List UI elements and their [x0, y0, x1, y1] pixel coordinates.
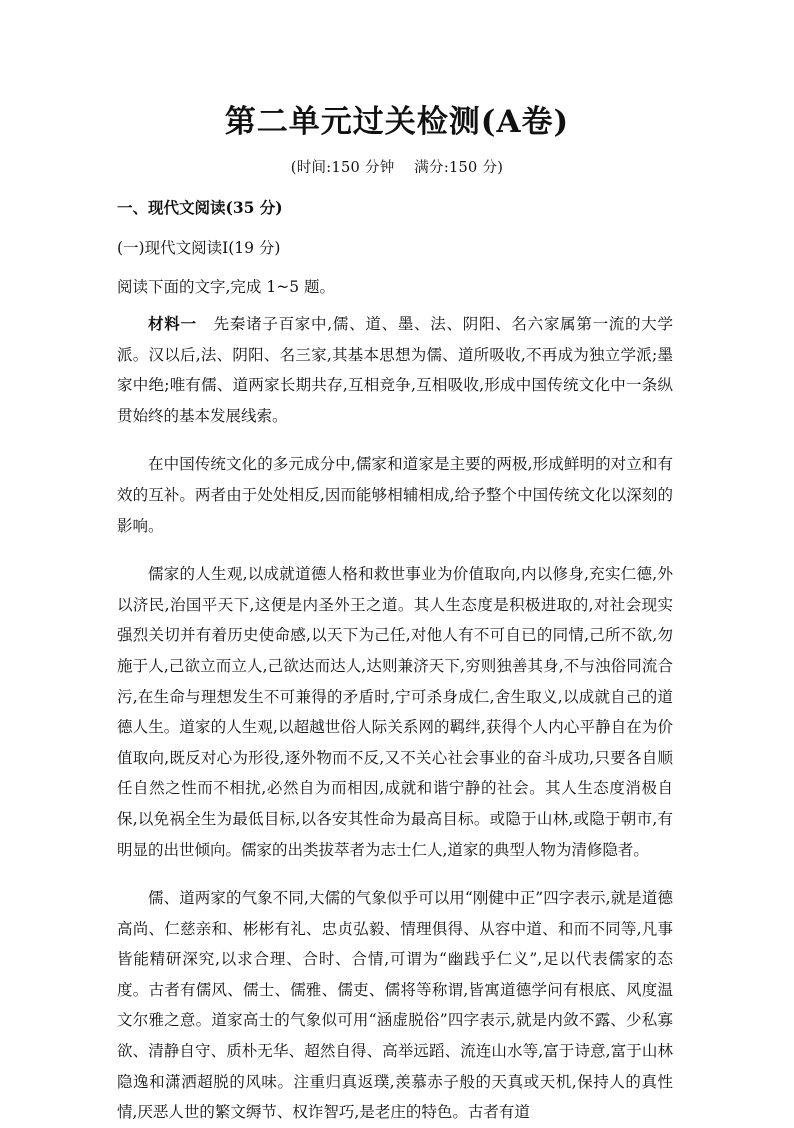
passage-paragraph-4: 儒、道两家的气象不同,大儒的气象似乎可以用“刚健中正”四字表示,就是道德高尚、仁慈亲和、彬彬有礼、忠贞弘毅、情理俱得、从容中道、和而不同等,凡事皆能精研深究,以求合理、合时、合情,可谓为“幽践乎仁义”,足以代表儒家的态度。古者有儒风、儒士、儒雅、儒吏、儒将等称谓,皆寓道德学问有根底、风度温文尔雅之意。道家高士的气象似可用“涵虚脱俗”四字表示,就是内敛不露、少私寡欲、清静自守、质朴无华、超然自得、高举远蹈、流连山水等,富于诗意,富于山林隐逸和潇洒超脱的风味。注重归真返璞,羡慕赤子般的天真或天机,保持人的真性情,厌恶人世的繁文缛节、权诈智巧,是老庄的特色。古者有道 [117, 889, 673, 1122]
reading-instruction: 阅读下面的文字,完成 1~5 题。 [117, 278, 335, 296]
passage-paragraph-2: 在中国传统文化的多元成分中,儒家和道家是主要的两极,形成鲜明的对立和有效的互补。两者由于处处相反,因而能够相辅相成,给予整个中国传统文化以深刻的影响。 [117, 455, 673, 535]
section-heading: 一、现代文阅读(35 分) [117, 198, 283, 217]
passage-paragraph-3: 儒家的人生观,以成就道德人格和救世事业为价值取向,内以修身,充实仁德,外以济民,治国平天下,这便是内圣外王之道。其人生态度是积极进取的,对社会现实强烈关切并有着历史使命感,以天下为己任,对他人有不可自已的同情,己所不欲,勿施于人,己欲立而立人,己欲达而达人,达则兼济天下,穷则独善其身,不与浊俗同流合污,在生命与理想发生不可兼得的矛盾时,宁可杀身成仁,舍生取义,以成就自己的道德人生。道家的人生观,以超越世俗人际关系网的羁绊,获得个人内心平静自在为价值取向,既反对心为形役,逐外物而不反,又不关心社会事业的奋斗成功,只要各自顺任自然之性而不相扰,必然自为而相因,成就和谐宁静的社会。其人生态度消极自保,以免祸全生为最低目标,以各安其性命为最高目标。或隐于山林,或隐于朝市,有明显的出世倾向。儒家的出类拔萃者为志士仁人,道家的典型人物为清修隐者。 [117, 565, 673, 859]
exam-time-score: (时间:150 分钟 满分:150 分) [290, 160, 504, 176]
reading-passage [117, 309, 673, 1128]
material-label: 材料一 [148, 314, 197, 333]
subsection-heading: (一)现代文阅读Ⅰ(19 分) [117, 239, 281, 257]
passage-paragraph-1 [117, 309, 673, 431]
paragraph-text: 先秦诸子百家中,儒、道、墨、法、阴阳、名六家属第一流的大学派。汉以后,法、阴阳、名三家,其基本思想为儒、道所吸收,不再成为独立学派;墨家中绝;唯有儒、道两家长期共存,互相竞争,互相吸收,形成中国传统文化中一条纵贯始终的基本发展线索。 [117, 315, 673, 425]
page-title: 第二单元过关检测(A卷) [224, 104, 570, 140]
